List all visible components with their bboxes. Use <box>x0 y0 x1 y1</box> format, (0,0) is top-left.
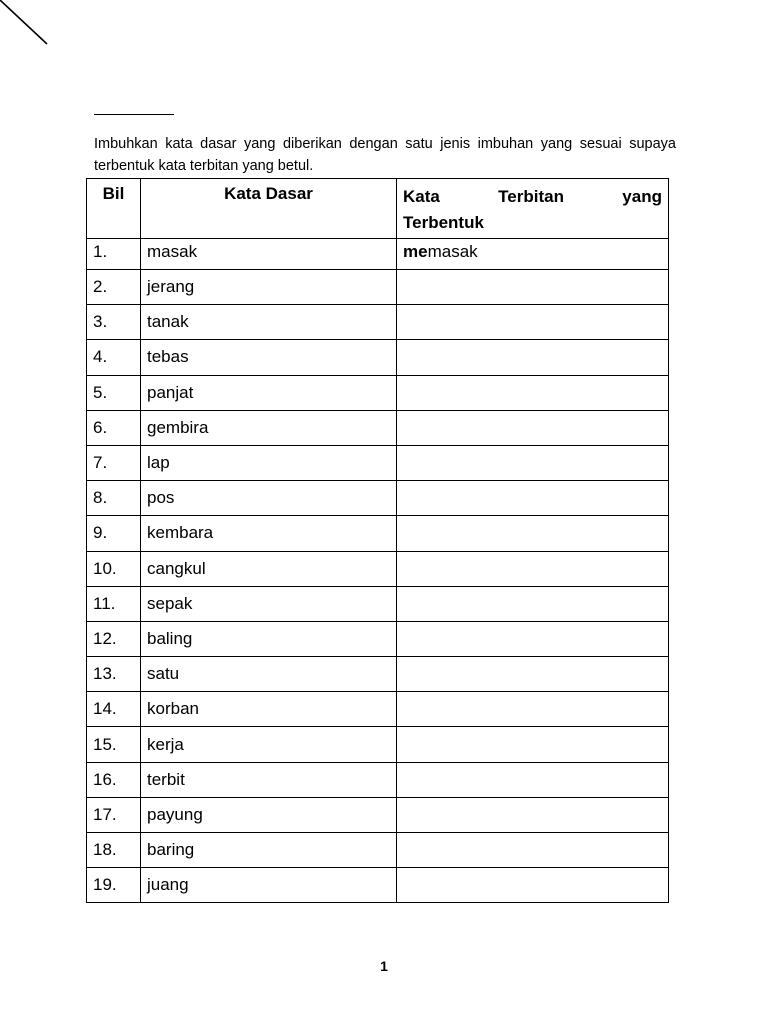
header-word-kata: Kata <box>403 187 440 206</box>
cell-bil: 5. <box>87 375 141 410</box>
cell-kata-dasar: masak <box>141 239 397 270</box>
table-row <box>87 305 669 340</box>
cell-bil: 8. <box>87 481 141 516</box>
cell-bil: 4. <box>87 340 141 375</box>
page-number: 1 <box>380 958 388 974</box>
cell-kata-dasar: tebas <box>141 340 397 375</box>
cell-kata-dasar: baling <box>141 621 397 656</box>
cell-kata-terbitan-answer[interactable] <box>397 727 669 762</box>
table-row-example <box>87 239 669 270</box>
cell-kata-terbitan-answer[interactable] <box>397 516 669 551</box>
example-prefix: me <box>403 242 428 261</box>
cell-kata-dasar: cangkul <box>141 551 397 586</box>
cell-kata-terbitan-answer[interactable] <box>397 692 669 727</box>
cell-kata-terbitan-answer[interactable] <box>397 445 669 480</box>
cell-bil: 1. <box>87 239 141 270</box>
table-row <box>87 797 669 832</box>
cell-kata-dasar: korban <box>141 692 397 727</box>
cell-bil: 13. <box>87 657 141 692</box>
header-word-terbitan: Terbitan <box>498 187 564 206</box>
cell-kata-dasar: pos <box>141 481 397 516</box>
instruction-text: Imbuhkan kata dasar yang diberikan dengan satu jenis imbuhan yang sesuai supaya terbentuk kata terbitan yang betul. <box>94 136 676 174</box>
cell-bil: 11. <box>87 586 141 621</box>
cell-kata-terbitan-answer[interactable] <box>397 621 669 656</box>
cell-kata-terbitan-example <box>397 239 669 270</box>
table-row <box>87 481 669 516</box>
header-word-yang: yang <box>622 187 662 206</box>
header-bil: Bil <box>87 179 141 239</box>
cell-kata-dasar: kerja <box>141 727 397 762</box>
cell-bil: 2. <box>87 270 141 305</box>
cell-bil: 15. <box>87 727 141 762</box>
cell-kata-dasar: sepak <box>141 586 397 621</box>
cell-kata-terbitan-answer[interactable] <box>397 762 669 797</box>
table-row <box>87 586 669 621</box>
cell-kata-terbitan-answer[interactable] <box>397 340 669 375</box>
cell-kata-dasar: juang <box>141 868 397 903</box>
cell-kata-dasar: lap <box>141 445 397 480</box>
table-row <box>87 516 669 551</box>
cell-bil: 12. <box>87 621 141 656</box>
table-row <box>87 657 669 692</box>
cell-kata-terbitan-answer[interactable] <box>397 481 669 516</box>
cell-kata-terbitan-answer[interactable] <box>397 375 669 410</box>
cell-bil: 7. <box>87 445 141 480</box>
cell-kata-dasar: panjat <box>141 375 397 410</box>
cell-kata-dasar: kembara <box>141 516 397 551</box>
table-row <box>87 551 669 586</box>
cell-kata-dasar: tanak <box>141 305 397 340</box>
table-row <box>87 375 669 410</box>
cell-bil: 17. <box>87 797 141 832</box>
table-row <box>87 692 669 727</box>
table-row <box>87 410 669 445</box>
cell-kata-terbitan-answer[interactable] <box>397 797 669 832</box>
corner-diagonal-line <box>0 0 50 50</box>
cell-kata-terbitan-answer[interactable] <box>397 551 669 586</box>
cell-bil: 6. <box>87 410 141 445</box>
cell-bil: 18. <box>87 833 141 868</box>
table-row <box>87 270 669 305</box>
cell-kata-terbitan-answer[interactable] <box>397 410 669 445</box>
example-root: masak <box>427 242 478 261</box>
table-header-row <box>87 179 669 239</box>
cell-kata-terbitan-answer[interactable] <box>397 833 669 868</box>
cell-kata-terbitan-answer[interactable] <box>397 586 669 621</box>
cell-bil: 16. <box>87 762 141 797</box>
worksheet-table <box>86 178 669 903</box>
table-row <box>87 833 669 868</box>
table-row <box>87 762 669 797</box>
cell-kata-dasar: terbit <box>141 762 397 797</box>
table-row <box>87 868 669 903</box>
header-kata-terbitan <box>397 179 669 239</box>
cell-bil: 10. <box>87 551 141 586</box>
cell-kata-terbitan-answer[interactable] <box>397 868 669 903</box>
cell-kata-dasar: satu <box>141 657 397 692</box>
cell-bil: 9. <box>87 516 141 551</box>
cell-kata-terbitan-answer[interactable] <box>397 657 669 692</box>
cell-kata-dasar: payung <box>141 797 397 832</box>
cell-kata-terbitan-answer[interactable] <box>397 270 669 305</box>
table-row <box>87 727 669 762</box>
name-blank-line <box>94 114 174 115</box>
header-word-terbentuk: Terbentuk <box>403 213 484 232</box>
table-row <box>87 445 669 480</box>
cell-kata-dasar: jerang <box>141 270 397 305</box>
cell-kata-terbitan-answer[interactable] <box>397 305 669 340</box>
cell-bil: 19. <box>87 868 141 903</box>
table-row <box>87 621 669 656</box>
cell-kata-dasar: gembira <box>141 410 397 445</box>
cell-bil: 14. <box>87 692 141 727</box>
cell-kata-dasar: baring <box>141 833 397 868</box>
cell-bil: 3. <box>87 305 141 340</box>
header-kata-dasar: Kata Dasar <box>141 179 397 239</box>
table-row <box>87 340 669 375</box>
